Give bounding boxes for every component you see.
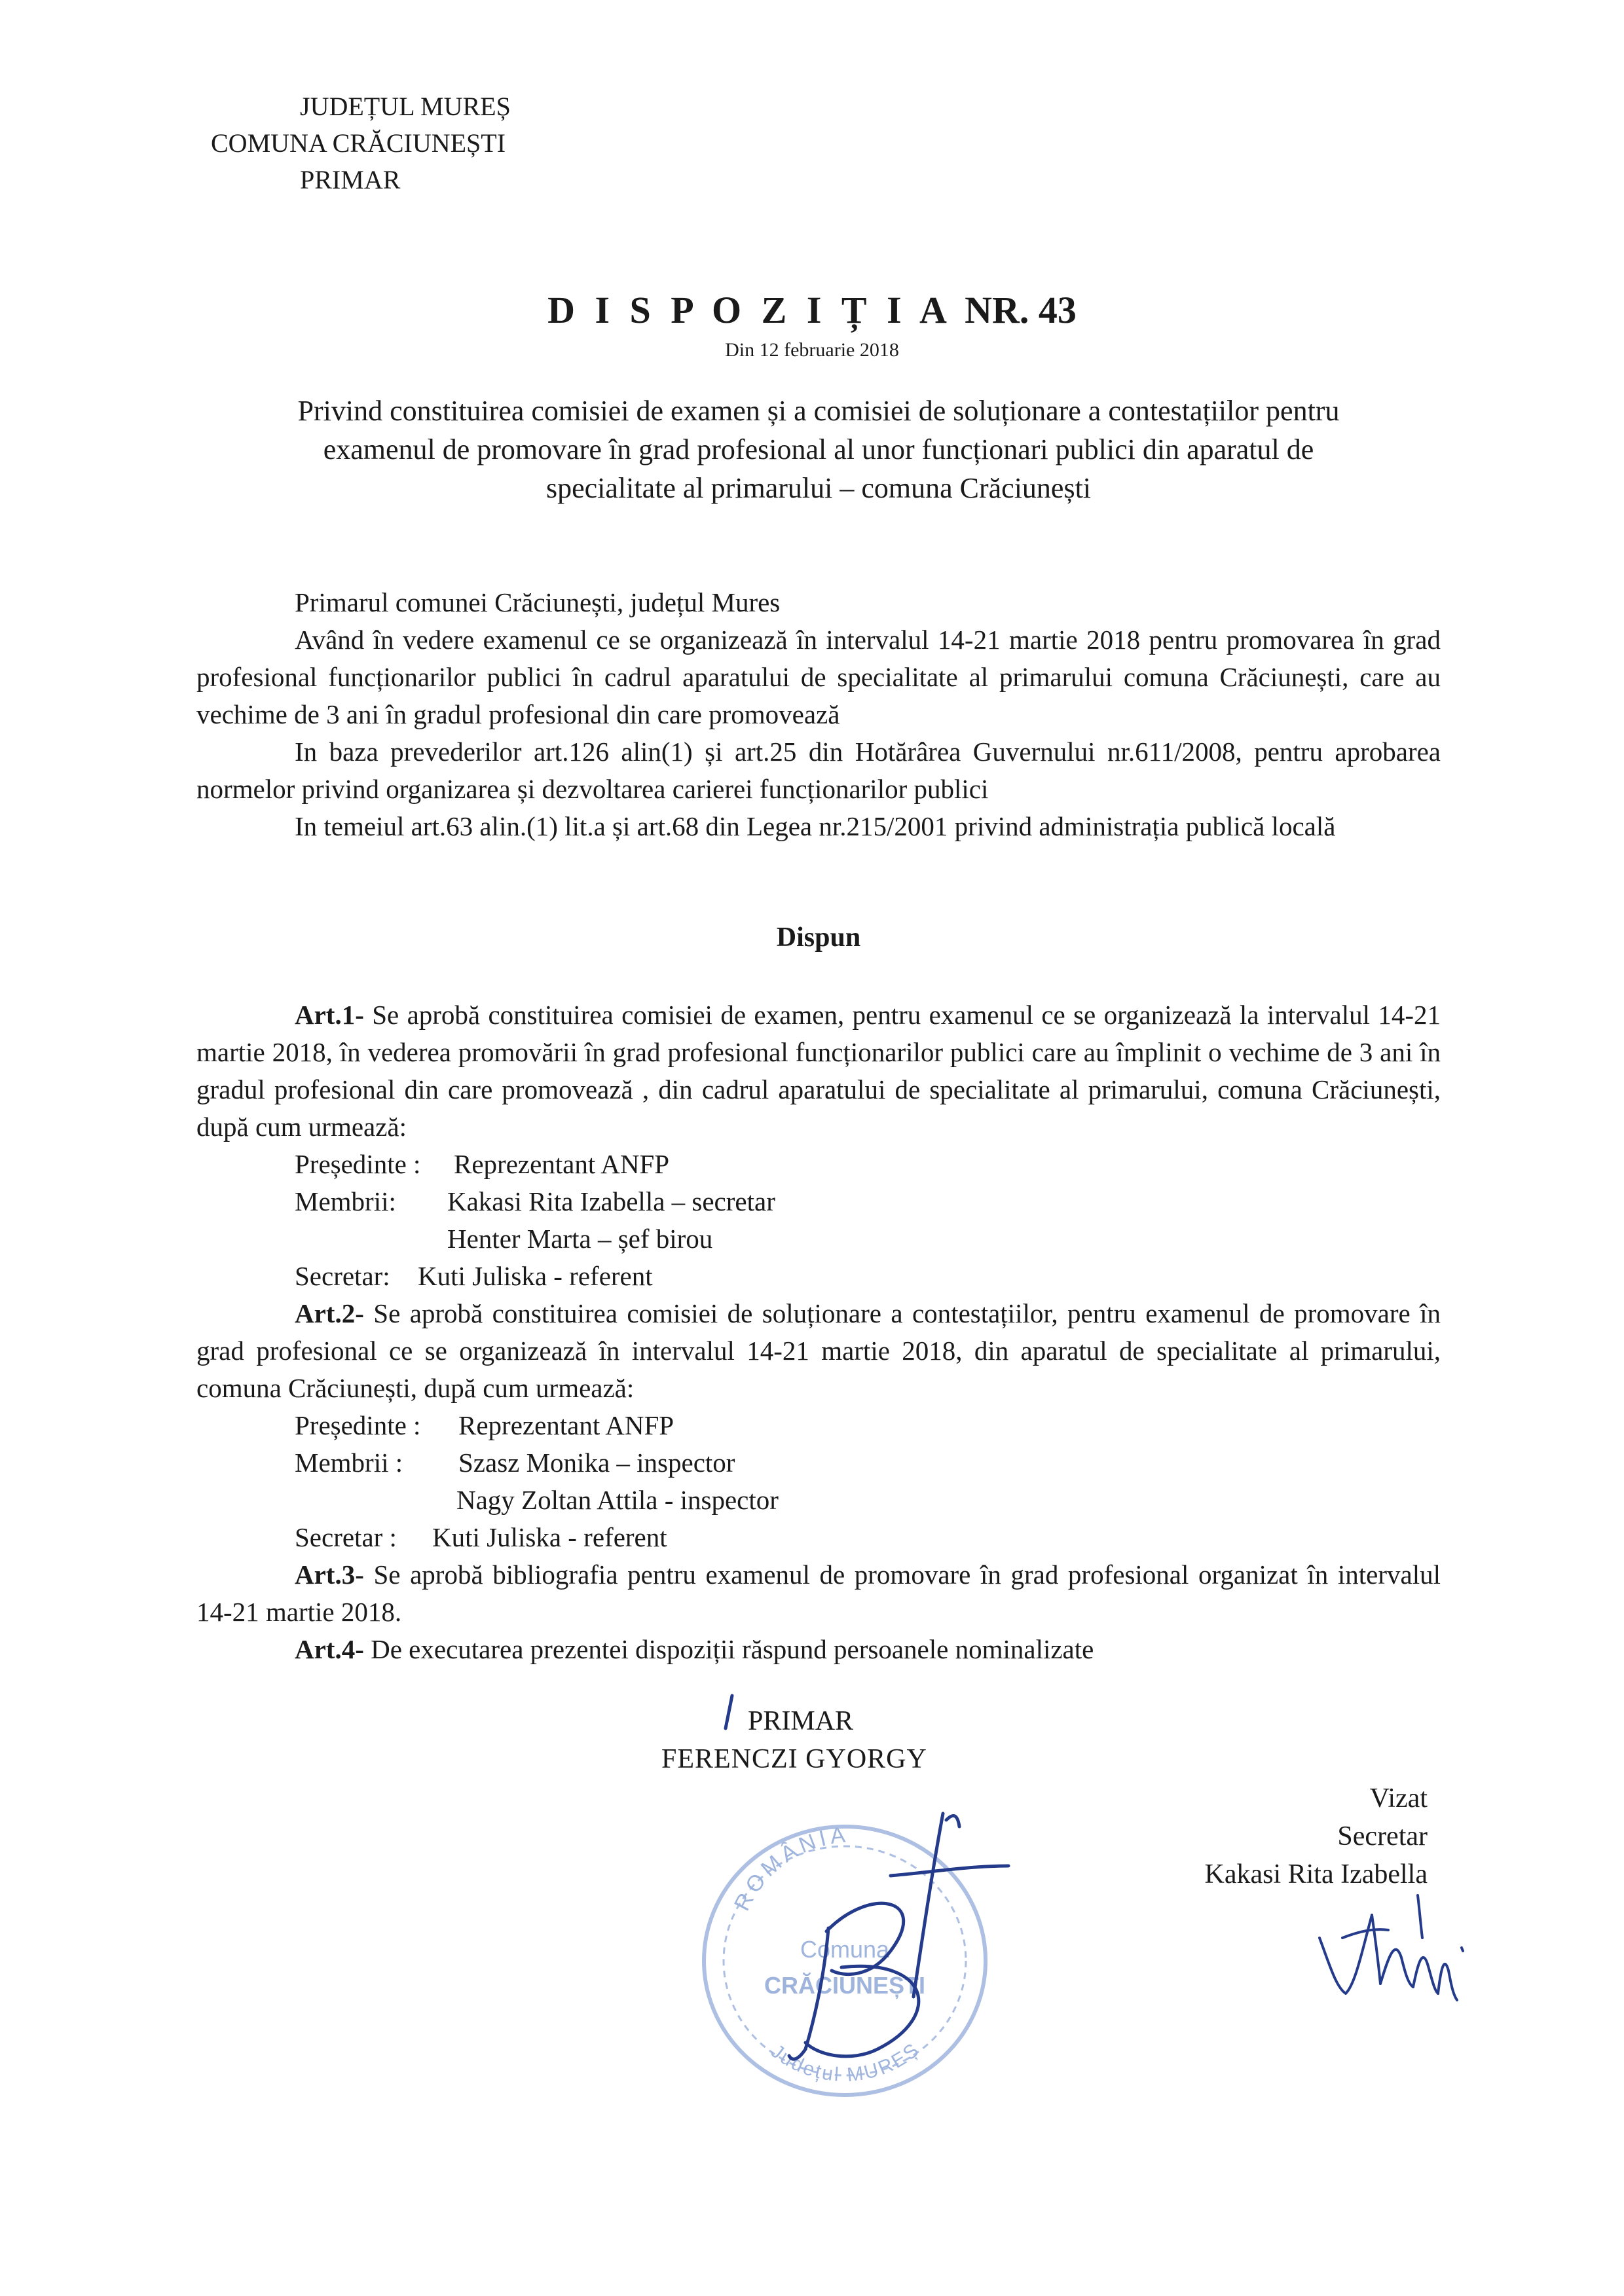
- article-3-label: Art.3-: [295, 1559, 364, 1590]
- art2-member-1: Szasz Monika – inspector: [458, 1448, 735, 1478]
- art1-members-label: Membrii:: [295, 1186, 396, 1216]
- preamble-issuer: Primarul comunei Crăciunești, județul Mures: [295, 587, 781, 617]
- institution-role: PRIMAR: [300, 165, 401, 194]
- article-2-label: Art.2-: [295, 1298, 364, 1328]
- mayor-role: PRIMAR: [748, 1706, 854, 1736]
- document-title-main: D I S P O Z I Ț I A: [547, 289, 950, 331]
- subject-line: examenul de promovare în grad profesional al unor funcționari publici din aparatul de: [323, 433, 1314, 465]
- art1-president-value: Reprezentant ANFP: [454, 1149, 670, 1179]
- preamble-legal-basis: In baza prevederilor art.126 alin(1) și art.25 din Hotărârea Guvernului nr.611/2008, pentru aprobarea normelor privind organizarea și dezvoltarea carierei funcționarilor publici: [196, 737, 1441, 804]
- official-stamp: [704, 1822, 986, 2095]
- art1-secretary-label: Secretar:: [295, 1261, 390, 1291]
- art1-member-2: Henter Marta – șef birou: [447, 1224, 713, 1254]
- dispun-heading: Dispun: [776, 922, 861, 953]
- document-date: Din 12 februarie 2018: [725, 339, 899, 361]
- preamble-grounds: In temeiul art.63 alin.(1) lit.a și art.68 din Legea nr.215/2001 privind administrația publică locală: [295, 811, 1336, 841]
- secretary-signature: [1320, 1895, 1463, 2000]
- institution-county: JUDEȚUL MUREȘ: [300, 92, 511, 121]
- stamp-middle-1: Comuna: [800, 1936, 890, 1963]
- article-3-text: Se aprobă bibliografia pentru examenul de promovare în grad profesional organizat în intervalul 14-21 martie 2018.: [196, 1559, 1441, 1627]
- stamp-bottom-text: Județul MUREȘ: [766, 2038, 925, 2086]
- institution-commune: COMUNA CRĂCIUNEȘTI: [211, 128, 506, 158]
- art2-secretary-value: Kuti Juliska - referent: [432, 1522, 667, 1552]
- article-1-text: Se aprobă constituirea comisiei de examen, pentru examenul ce se organizează la intervalul 14-21 martie 2018, în vederea promovării în grad profesional funcționarilor publici care au împlinit o vechime de 3 ani în gradul profesional din care promovează , din cadrul aparatului de specialitate al primarului, comuna Crăciunești, după cum urmează:: [196, 1000, 1441, 1142]
- art2-secretary-label: Secretar :: [295, 1522, 397, 1552]
- art2-members-label: Membrii :: [295, 1448, 403, 1478]
- article-2-text: Se aprobă constituirea comisiei de soluționare a contestațiilor, pentru examenul de promovare în grad profesional ce se organizează în intervalul 14-21 martie 2018, din aparatul de specialitate al primarului, comuna Crăciunești, după cum urmează:: [196, 1298, 1441, 1403]
- article-4-label: Art.4-: [295, 1634, 364, 1664]
- art2-president-value: Reprezentant ANFP: [458, 1410, 674, 1440]
- secretary-name: Kakasi Rita Izabella: [1204, 1859, 1428, 1889]
- art1-president-label: Președinte :: [295, 1149, 421, 1179]
- stamp-top-text: ROMÂNIA: [729, 1822, 851, 1915]
- secretary-approval: Vizat: [1369, 1783, 1428, 1813]
- art2-member-2: Nagy Zoltan Attila - inspector: [456, 1485, 779, 1515]
- document-number: NR. 43: [965, 289, 1077, 331]
- article-4-text: De executarea prezentei dispoziții răspund persoanele nominalizate: [363, 1634, 1094, 1664]
- art1-member-1: Kakasi Rita Izabella – secretar: [447, 1186, 775, 1216]
- art2-president-label: Președinte :: [295, 1410, 421, 1440]
- secretary-role: Secretar: [1337, 1821, 1428, 1851]
- preamble-considering: Având în vedere examenul ce se organizează în intervalul 14-21 martie 2018 pentru promovarea în grad profesional funcționarilor publici în cadrul aparatului de specialitate al primarului comuna Crăciunești, care au vechime de 3 ani în gradul profesional din care promovează: [196, 625, 1441, 729]
- stamp-middle-2: CRĂCIUNEȘTI: [764, 1972, 926, 1999]
- subject-line: Privind constituirea comisiei de examen și a comisiei de soluționare a contestațiilor pentru: [297, 395, 1340, 427]
- article-1-label: Art.1-: [295, 1000, 364, 1030]
- subject-line: specialitate al primarului – comuna Crăciunești: [545, 472, 1092, 504]
- art1-secretary-value: Kuti Juliska - referent: [418, 1261, 653, 1291]
- mayor-name: FERENCZI GYORGY: [661, 1744, 927, 1774]
